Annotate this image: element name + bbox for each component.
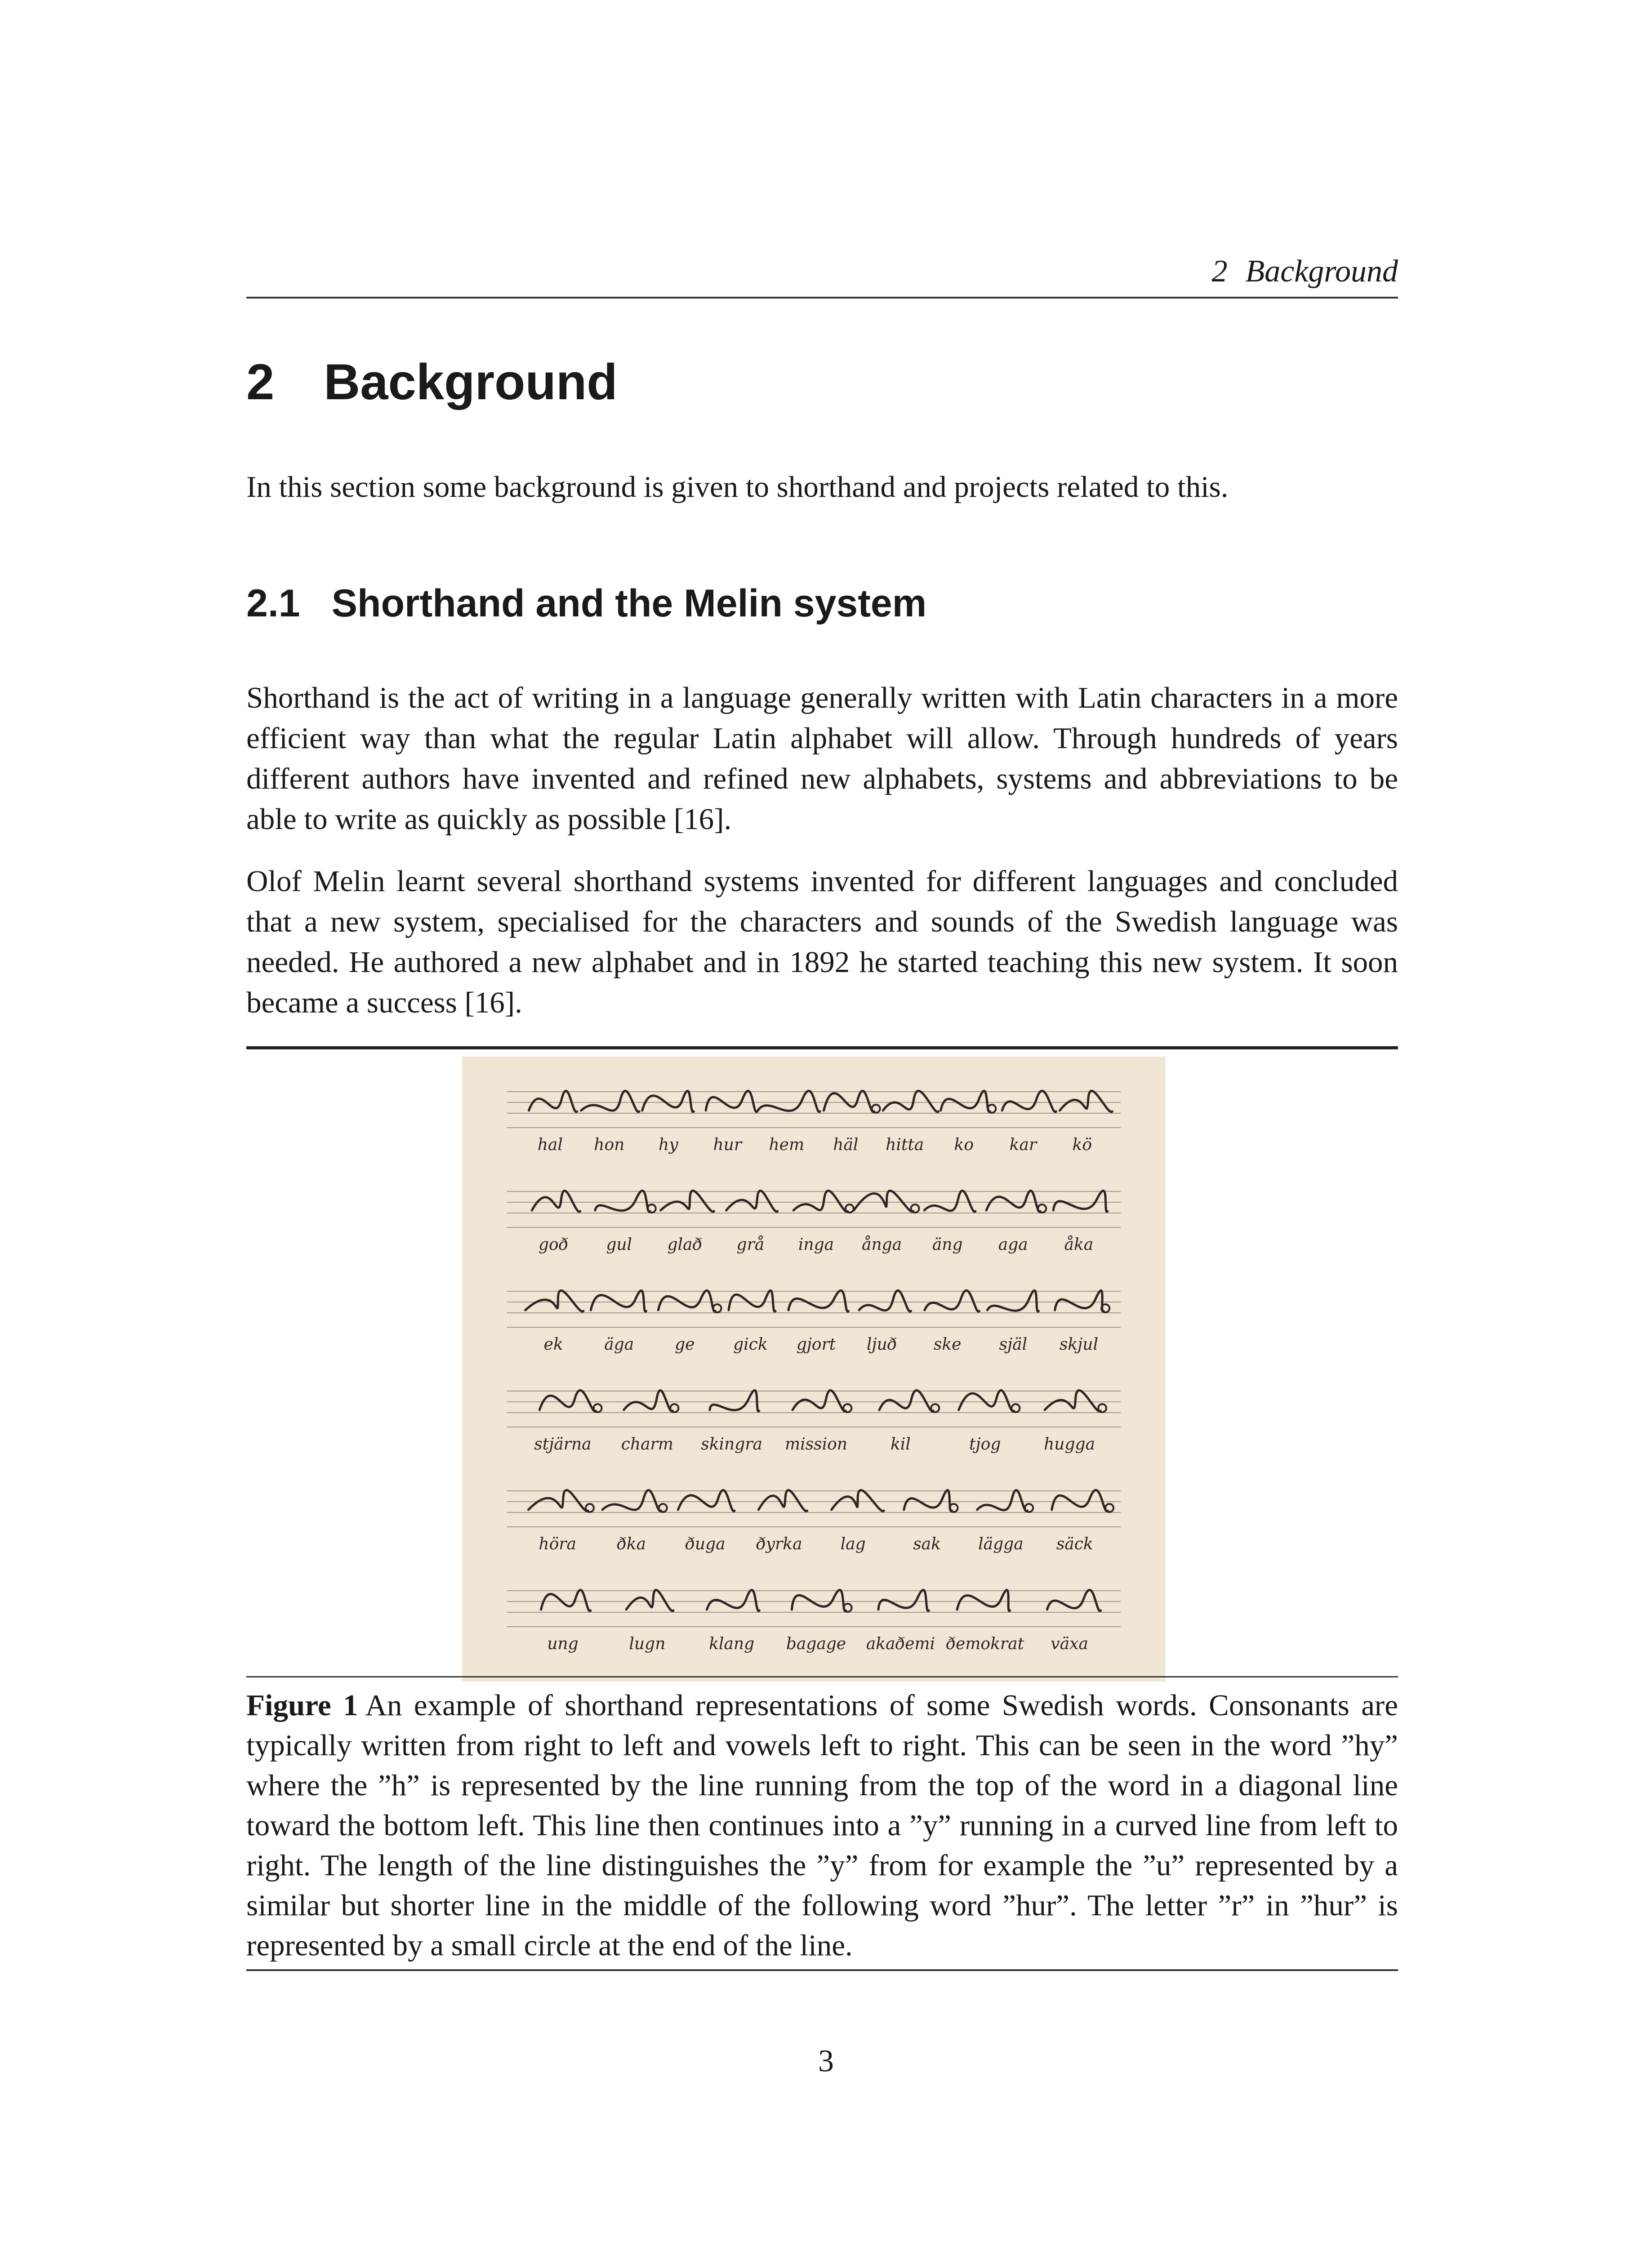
shorthand-word-label: höra bbox=[539, 1535, 576, 1553]
shorthand-loop bbox=[1011, 1404, 1020, 1412]
shorthand-stroke bbox=[859, 1290, 911, 1311]
shorthand-stroke bbox=[1002, 1091, 1056, 1112]
shorthand-stroke bbox=[1045, 1390, 1100, 1411]
shorthand-word-label: lägga bbox=[978, 1535, 1024, 1553]
shorthand-word-label: hem bbox=[769, 1136, 805, 1154]
shorthand-stroke bbox=[525, 1290, 583, 1311]
shorthand-word-label: äng bbox=[932, 1236, 963, 1254]
shorthand-word-label: växa bbox=[1051, 1635, 1088, 1653]
running-head bbox=[246, 246, 1398, 299]
shorthand-stroke bbox=[883, 1091, 938, 1112]
shorthand-stroke bbox=[878, 1590, 929, 1611]
shorthand-loop bbox=[931, 1404, 939, 1412]
shorthand-stroke bbox=[1055, 1290, 1104, 1311]
body-paragraph: Olof Melin learnt several shorthand systems invented for different languages and concluded that a new system, specialised for the characters and sounds of the Swedish language was needed. He authored a new alphabet and in 1892 he started teaching this new system. It soon became a success [16]. bbox=[246, 865, 1398, 1019]
shorthand-word-label: kar bbox=[1009, 1136, 1037, 1154]
shorthand-word-label: klang bbox=[709, 1635, 755, 1653]
shorthand-word-label: äga bbox=[604, 1335, 634, 1354]
figure-top-rule bbox=[246, 1046, 1398, 1049]
shorthand-stroke bbox=[1052, 1490, 1108, 1511]
shorthand-stroke bbox=[539, 1390, 596, 1411]
shorthand-word-label: ung bbox=[547, 1635, 579, 1653]
shorthand-word-label: säck bbox=[1056, 1535, 1093, 1553]
shorthand-stroke bbox=[924, 1191, 975, 1212]
shorthand-stroke bbox=[824, 1091, 874, 1112]
shorthand-word-label: charm bbox=[621, 1435, 673, 1454]
shorthand-stroke bbox=[626, 1590, 673, 1611]
shorthand-stroke bbox=[595, 1191, 650, 1212]
shorthand-stroke bbox=[529, 1091, 577, 1112]
shorthand-word-label: mission bbox=[785, 1435, 847, 1454]
shorthand-word-label: gul bbox=[606, 1236, 632, 1254]
shorthand-word-label: hy bbox=[659, 1136, 678, 1154]
shorthand-word-label: skjul bbox=[1059, 1335, 1098, 1354]
shorthand-word-label: häl bbox=[833, 1136, 859, 1154]
shorthand-plate bbox=[462, 1057, 1166, 1682]
shorthand-word-label: ðka bbox=[617, 1535, 646, 1553]
shorthand-stroke bbox=[957, 1590, 1010, 1611]
chapter-title-text: Background bbox=[324, 354, 618, 410]
shorthand-stroke bbox=[959, 1390, 1014, 1411]
page-number: 3 bbox=[818, 2044, 834, 2079]
shorthand-loop bbox=[846, 1204, 854, 1213]
shorthand-word-label: ske bbox=[933, 1335, 962, 1354]
shorthand-word-label: hur bbox=[713, 1136, 742, 1154]
shorthand-stroke bbox=[1060, 1091, 1113, 1112]
section-title bbox=[246, 576, 926, 630]
shorthand-word-label: gjort bbox=[796, 1335, 836, 1354]
shorthand-stroke bbox=[977, 1490, 1027, 1511]
shorthand-loop bbox=[911, 1204, 919, 1213]
shorthand-stroke bbox=[591, 1290, 646, 1311]
shorthand-word-label: goð bbox=[538, 1236, 569, 1254]
shorthand-word-label: skingra bbox=[701, 1435, 762, 1454]
shorthand-stroke bbox=[904, 1490, 952, 1511]
shorthand-loop bbox=[670, 1404, 678, 1412]
shorthand-word-label: ånga bbox=[862, 1236, 902, 1254]
shorthand-stroke bbox=[758, 1490, 807, 1511]
shorthand-stroke bbox=[832, 1490, 884, 1511]
shorthand-word-label: ðuga bbox=[685, 1535, 726, 1553]
shorthand-word-label: glað bbox=[667, 1236, 703, 1254]
shorthand-word-label: gick bbox=[733, 1335, 768, 1354]
shorthand-loop bbox=[594, 1404, 602, 1412]
section-title-text: Shorthand and the Melin system bbox=[331, 582, 927, 625]
shorthand-word-label: bagage bbox=[786, 1635, 846, 1653]
shorthand-word-label: ðyrka bbox=[756, 1535, 802, 1553]
shorthand-word-label: själ bbox=[999, 1335, 1028, 1354]
shorthand-stroke bbox=[987, 1290, 1038, 1311]
shorthand-word-label: inga bbox=[798, 1236, 834, 1254]
shorthand-word-label: kil bbox=[890, 1435, 911, 1454]
shorthand-word-label: ko bbox=[954, 1136, 974, 1154]
shorthand-stroke bbox=[793, 1390, 846, 1411]
shorthand-stroke bbox=[602, 1490, 661, 1511]
shorthand-stroke bbox=[879, 1390, 933, 1411]
shorthand-stroke bbox=[532, 1191, 580, 1212]
shorthand-stroke bbox=[925, 1290, 980, 1311]
shorthand-word-label: lugn bbox=[629, 1635, 666, 1653]
shorthand-stroke bbox=[624, 1390, 673, 1411]
chapter-title bbox=[246, 346, 618, 418]
shorthand-word-label: stjärna bbox=[534, 1435, 592, 1454]
shorthand-word-label: ðemokrat bbox=[946, 1635, 1024, 1653]
figure-caption bbox=[246, 1676, 1398, 1971]
shorthand-loop bbox=[1098, 1404, 1106, 1412]
shorthand-stroke bbox=[658, 1290, 715, 1311]
shorthand-stroke bbox=[726, 1191, 778, 1212]
caption-label: Figure 1 bbox=[246, 1689, 358, 1722]
shorthand-stroke bbox=[642, 1091, 694, 1112]
shorthand-stroke bbox=[758, 1091, 820, 1112]
shorthand-word-label: hugga bbox=[1044, 1435, 1095, 1454]
shorthand-stroke bbox=[581, 1091, 639, 1112]
shorthand-word-label: åka bbox=[1064, 1236, 1094, 1254]
shorthand-word-label: aga bbox=[998, 1236, 1028, 1254]
shorthand-loop bbox=[1025, 1504, 1033, 1512]
shorthand-word-label: ek bbox=[543, 1335, 563, 1354]
shorthand-stroke bbox=[1047, 1590, 1100, 1611]
shorthand-loop bbox=[586, 1504, 594, 1512]
shorthand-word-label: tjog bbox=[969, 1435, 1001, 1454]
shorthand-word-label: kö bbox=[1072, 1136, 1092, 1154]
section-number: 2.1 bbox=[246, 582, 300, 625]
shorthand-word-label: sak bbox=[913, 1535, 941, 1553]
shorthand-word-label: hon bbox=[594, 1136, 625, 1154]
shorthand-stroke bbox=[788, 1290, 849, 1311]
caption-text: An example of shorthand representations of some Swedish words. Consonants are typically written from right to left and vowels left to right. This can be seen in the word ”hy” where the ”h” is represented by the line running from the top of the word in a diagonal line toward the bottom left. This line then continues into a ”y” running in a curved line from left to right. The length of the line distinguishes the ”y” from for example the ”u” represented by a similar but shorter line in the middle of the following word ”hur”. The letter ”r” in ”hur” is represented by a small circle at the end of the line. bbox=[246, 1689, 1398, 1962]
shorthand-stroke bbox=[729, 1290, 775, 1311]
running-head-title: Background bbox=[1245, 254, 1398, 289]
shorthand-stroke bbox=[792, 1590, 846, 1611]
shorthand-loop bbox=[713, 1304, 721, 1312]
body-paragraph: Shorthand is the act of writing in a language generally written with Latin characters in a more efficient way than what the regular Latin alphabet will allow. Through hundreds of years different authors have invented and refined new alphabets, systems and abbreviations to be able to write as quickly as possible [16]. bbox=[246, 681, 1398, 836]
shorthand-stroke bbox=[528, 1490, 588, 1511]
shorthand-word-label: ge bbox=[675, 1335, 695, 1354]
shorthand-word-label: hitta bbox=[886, 1136, 924, 1154]
shorthand-stroke bbox=[707, 1590, 759, 1611]
shorthand-stroke bbox=[1053, 1191, 1108, 1212]
shorthand-loop bbox=[659, 1504, 667, 1512]
shorthand-word-label: hal bbox=[537, 1136, 563, 1154]
shorthand-stroke bbox=[854, 1191, 913, 1212]
shorthand-stroke bbox=[706, 1091, 757, 1112]
shorthand-loop bbox=[1038, 1204, 1046, 1213]
shorthand-stroke bbox=[678, 1490, 735, 1511]
shorthand-word-label: akaðemi bbox=[866, 1635, 935, 1653]
shorthand-stroke bbox=[710, 1390, 759, 1411]
shorthand-stroke bbox=[541, 1590, 590, 1611]
shorthand-loop bbox=[648, 1204, 656, 1213]
shorthand-stroke bbox=[793, 1191, 848, 1212]
chapter-number: 2 bbox=[246, 354, 275, 410]
shorthand-word-label: ljuð bbox=[866, 1335, 897, 1354]
shorthand-loop bbox=[872, 1105, 880, 1113]
intro-paragraph: In this section some background is given to shorthand and projects related to this. bbox=[246, 470, 1229, 504]
shorthand-word-label: grå bbox=[736, 1236, 765, 1254]
shorthand-figure bbox=[462, 1057, 1166, 1682]
shorthand-word-label: lag bbox=[840, 1535, 866, 1553]
shorthand-stroke bbox=[661, 1191, 714, 1212]
running-head-number: 2 bbox=[1211, 254, 1228, 289]
shorthand-stroke bbox=[986, 1191, 1040, 1212]
shorthand-loop bbox=[1105, 1504, 1113, 1512]
shorthand-stroke bbox=[941, 1091, 990, 1112]
shorthand-loop bbox=[843, 1404, 851, 1412]
